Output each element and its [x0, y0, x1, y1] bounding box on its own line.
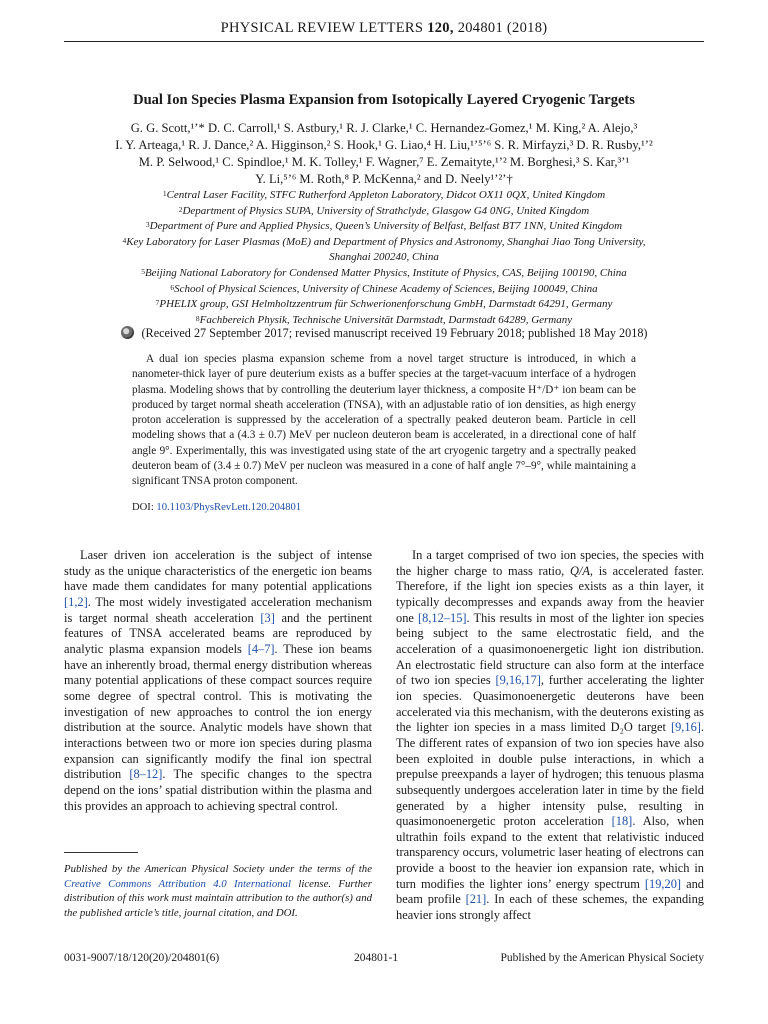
citation-link[interactable]: [1,2]	[64, 594, 88, 609]
affiliation: $^1$Central Laser Facility, STFC Rutherford Appleton Laboratory, Didcot OX11 0QX, United Kingdom	[162, 189, 606, 201]
text-run: . In each of these schemes, the expanding heavier ions strongly affect	[396, 892, 704, 923]
affiliation-number: 8	[195, 313, 200, 323]
text-run: . Also, when ultrathin foils expand to the extent that relativistic induced transparency occurs, volumetric laser heating of electrons can provide a boost to the heavier ion expansion rate, which in turn modifies the lighter ions’ energy spectrum	[396, 814, 705, 891]
affiliation: Shanghai 200240, China	[329, 251, 439, 264]
math-symbol: Q/A	[569, 563, 590, 578]
affiliation-list	[64, 188, 704, 328]
citation-link[interactable]: [3]	[260, 610, 275, 625]
footnote-rule	[64, 852, 138, 853]
affiliation-number: 7	[155, 298, 160, 308]
text-run: . These ion beams have an inherently broad, thermal energy distribution whereas many potential applications of these compact sources require some degree of spectral control. This is motivating the investigation of new approaches to control the ion energy distribution at the source. Analytic models have shown that interactions between two or more ion species during plasma expansion can significantly modify the final ion spectral distribution	[64, 641, 372, 782]
text-run: , is accelerated faster. Therefore, if the light ion species exists as a thin layer, it typically decompresses and expands away from the heavier one	[396, 563, 704, 625]
paragraph	[64, 548, 372, 814]
license-link[interactable]: Creative Commons Attribution 4.0 International	[64, 877, 292, 890]
abstract-text: A dual ion species plasma expansion scheme from a novel target structure is introduced, in which a nanometer-thick layer of pure deuterium exists as a buffer species at the target-vacuum interface of a hydrogen plasma. Modeling shows that by controlling the deuterium layer thickness, a composite H⁺/D⁺ ion beam can be produced by target normal sheath acceleration (TNSA), with an adjustable ratio of ion densities, as high energy proton acceleration is suppressed by the acceleration of a spectrally peaked deuteron beam. Particle in cell modeling shows that a (4.3 ± 0.7) MeV per nucleon deuteron beam is accelerated, in a directional cone of half angle 9°. Experimentally, this was investigated using state of the art cryogenic targetry and a spectrally peaked deuteron beam of (3.4 ± 0.7) MeV per nucleon was measured in a cone of half angle 7°–9°, while maintaining a significant TNSA proton component.	[132, 353, 636, 488]
author-line[interactable]: I. Y. Arteaga,¹ R. J. Dance,² A. Higginson,² S. Hook,¹ G. Liao,⁴ H. Liu,¹ʼ⁵ʼ⁶ S. R. Mirfayzi,³ D. R. Rusby,¹ʼ²	[115, 138, 653, 152]
affiliation: $^2$Department of Physics SUPA, University of Strathclyde, Glasgow G4 0NG, United Kingdom	[178, 204, 590, 217]
license-note: Published by the American Physical Society under the terms of the Creative Commons Attribution 4.0 International license. Further distribution of this work must maintain attribution to the author(s) and the published article’s title, journal citation, and DOI.	[64, 863, 372, 919]
affiliation: $^7$PHELIX group, GSI Helmholtzzentrum für Schwerionenforschung GmbH, Darmstadt 64291, Germany	[155, 298, 613, 311]
abstract	[132, 352, 636, 490]
affiliation: $^5$Beijing National Laboratory for Condensed Matter Physics, Institute of Physics, CAS, Beijing 100190, China	[141, 266, 627, 279]
doi-link[interactable]: 10.1103/PhysRevLett.120.204801	[156, 502, 302, 513]
affiliation: $^3$Department of Pure and Applied Physics, Queen’s University of Belfast, Belfast BT7 1NN, United Kingdom	[145, 220, 623, 233]
text-run: . The most widely investigated acceleration mechanism is target normal sheath acceleration	[64, 594, 372, 625]
affiliation-number: 5	[141, 266, 145, 276]
author-line[interactable]: Y. Li,⁵ʼ⁶ M. Roth,⁸ P. McKenna,² and D. Neely¹ʼ²ʼ†	[255, 172, 513, 186]
paper-title: Dual Ion Species Plasma Expansion from Isotopically Layered Cryogenic Targets	[133, 92, 635, 108]
body-column-right	[396, 548, 704, 924]
text-run: and beam profile	[396, 876, 704, 907]
citation-link[interactable]: [9,16,17]	[495, 673, 541, 688]
affiliation: $^4$Key Laboratory for Laser Plasmas (MoE) and Department of Physics and Astronomy, Shanghai Jiao Tong University,	[122, 235, 646, 248]
affiliation: $^8$Fachbereich Physik, Technische Universität Darmstadt, Darmstadt 64289, Germany	[195, 313, 573, 326]
citation-link[interactable]: [8,12–15]	[418, 610, 467, 625]
affiliation-number: 1	[162, 189, 167, 198]
affiliation-number: 6	[170, 282, 175, 292]
text-run: . The specific changes to the spectra depend on the ions’ spatial distribution within the plasma and this provides an approach to achieving spectral control.	[64, 767, 372, 813]
text-run: Laser driven ion acceleration is the subject of intense study as the unique characteristics of the energetic ion beams have made them candidates for many potential applications	[64, 548, 372, 594]
affiliation-number: 4	[122, 235, 127, 245]
footer-issn: 0031-9007/18/120(20)/204801(6)	[64, 952, 220, 964]
citation-link[interactable]: [19,20]	[644, 876, 682, 891]
article-number-year: 204801 (2018)	[453, 20, 548, 36]
affiliation-number: 2	[178, 204, 183, 214]
text-run: and the pertinent features of TNSA accelerated beams are reproduced by analytic plasma expansion models	[64, 610, 373, 656]
citation-link[interactable]: [18]	[611, 814, 633, 829]
author-line[interactable]: M. P. Selwood,¹ C. Spindloe,¹ M. K. Tolley,¹ F. Wagner,⁷ E. Zemaityte,¹ʼ² M. Borghesi,³ S. Kar,³ʼ¹	[138, 155, 630, 169]
author-list	[64, 120, 704, 188]
paragraph	[396, 548, 704, 924]
doi-line	[132, 502, 636, 513]
crossmark-icon[interactable]	[121, 326, 134, 339]
footer-publisher: Published by the American Physical Society	[500, 952, 704, 964]
affiliation: $^6$School of Physical Sciences, University of Chinese Academy of Sciences, Beijing 100049, China	[170, 282, 598, 295]
journal-name: PHYSICAL REVIEW LETTERS	[220, 20, 428, 36]
affiliation-number: 3	[145, 220, 150, 230]
text-run: In a target comprised of two ion species, the species with the higher charge to mass ratio,	[396, 548, 704, 578]
received-line	[64, 326, 704, 341]
doi-label: DOI:	[132, 502, 157, 513]
text-run: . This results in most of the lighter ion species being subject to the same electrostatic field, and the acceleration of a quasimonoenergetic light ion distribution. An electrostatic field structure can also form at the interface of two ion species	[396, 610, 704, 688]
text-run: . The different rates of expansion of two ion species have also been exploited in double pulse interactions, in which a prepulse preexpands a layer of hydrogen; this tenuous plasma subsequently undergoes acceleration later in time by the field generated by a higher intensity pulse, resulting in quasimonoenergetic proton acceleration	[396, 720, 704, 829]
header-rule	[64, 41, 704, 42]
body-column-left	[64, 548, 372, 814]
citation-link[interactable]: [8–12]	[129, 767, 163, 782]
citation-link[interactable]: [21]	[465, 892, 487, 907]
journal-volume: 120,	[427, 20, 454, 36]
author-line[interactable]: G. G. Scott,¹ʼ* D. C. Carroll,¹ S. Astbury,¹ R. J. Clarke,¹ C. Hernandez-Gomez,¹ M. King,² A. Alejo,³	[130, 121, 638, 135]
citation-link[interactable]: [9,16]	[670, 720, 701, 735]
journal-header	[64, 20, 704, 37]
page-number: 204801-1	[354, 952, 399, 964]
citation-link[interactable]: [4–7]	[247, 641, 275, 656]
received-dates: (Received 27 September 2017; revised manuscript received 19 February 2018; published 18 May 2018)	[141, 326, 648, 340]
text-run: , further accelerating the lighter ion species. Quasimonoenergetic deuterons have been accelerated via this mechanism, with the deuterons existing as the lighter ion species in a mass limited D₂O target	[396, 673, 704, 735]
